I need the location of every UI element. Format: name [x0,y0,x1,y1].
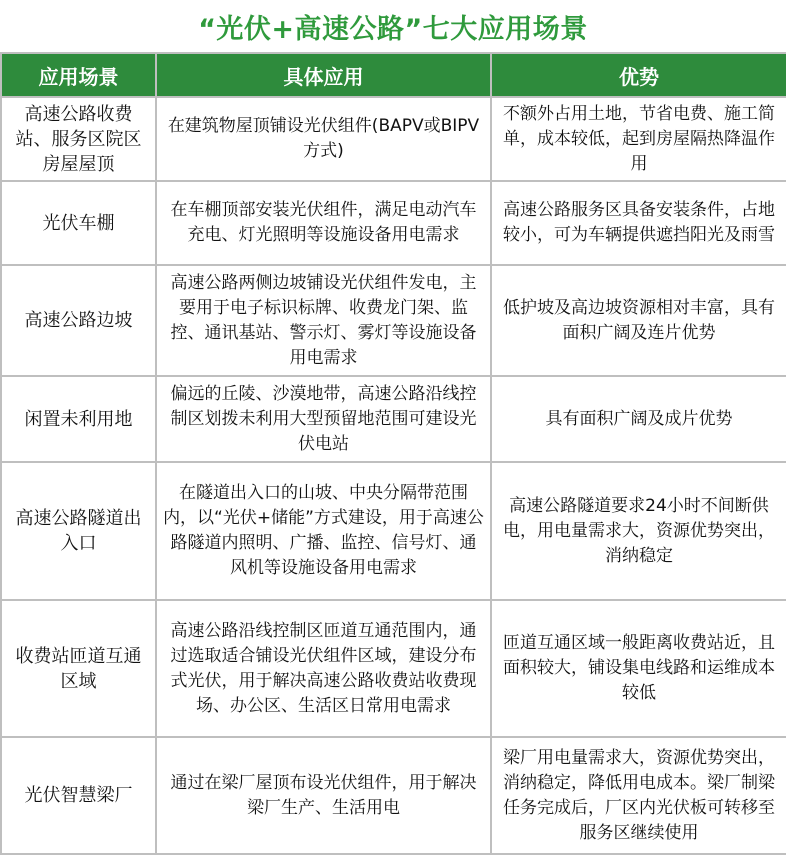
application-cell: 在车棚顶部安装光伏组件，满足电动汽车充电、灯光照明等设施设备用电需求 [156,181,491,265]
scene-cell: 高速公路收费站、服务区院区房屋屋顶 [1,97,156,181]
advantage-cell: 高速公路服务区具备安装条件，占地较小，可为车辆提供遮挡阳光及雨雪 [491,181,786,265]
advantage-cell: 匝道互通区域一般距离收费站近，且面积较大，铺设集电线路和运维成本较低 [491,600,786,737]
advantage-cell: 具有面积广阔及成片优势 [491,376,786,462]
page-title: “光伏+高速公路”七大应用场景 [198,13,588,45]
table-row [1,737,786,854]
scene-cell: 高速公路边坡 [1,265,156,376]
table-row [1,462,786,600]
table-header-row [1,53,786,97]
advantage-cell: 低护坡及高边坡资源相对丰富，具有面积广阔及连片优势 [491,265,786,376]
application-cell: 高速公路两侧边坡铺设光伏组件发电，主要用于电子标识标牌、收费龙门架、监控、通讯基站、警示灯、雾灯等设施设备用电需求 [156,265,491,376]
advantage-cell: 梁厂用电量需求大，资源优势突出，消纳稳定，降低用电成本。梁厂制梁任务完成后，厂区内光伏板可转移至服务区继续使用 [491,737,786,854]
advantage-cell: 高速公路隧道要求24小时不间断供电，用电量需求大，资源优势突出，消纳稳定 [491,462,786,600]
table-row [1,376,786,462]
application-cell: 偏远的丘陵、沙漠地带，高速公路沿线控制区划拨未利用大型预留地范围可建设光伏电站 [156,376,491,462]
scene-cell: 收费站匝道互通区域 [1,600,156,737]
scene-cell: 闲置未利用地 [1,376,156,462]
application-cell: 在隧道出入口的山坡、中央分隔带范围内，以“光伏+储能”方式建设，用于高速公路隧道内照明、广播、监控、信号灯、通风机等设施设备用电需求 [156,462,491,600]
header-advantage: 优势 [491,53,786,97]
scene-cell: 高速公路隧道出入口 [1,462,156,600]
application-cell: 在建筑物屋顶铺设光伏组件(BAPV或BIPV方式) [156,97,491,181]
application-cell: 通过在梁厂屋顶布设光伏组件，用于解决梁厂生产、生活用电 [156,737,491,854]
table-row [1,265,786,376]
header-application: 具体应用 [156,53,491,97]
table-row [1,600,786,737]
table-row [1,181,786,265]
header-scene: 应用场景 [1,53,156,97]
scene-cell: 光伏智慧梁厂 [1,737,156,854]
table-row [1,97,786,181]
advantage-cell: 不额外占用土地，节省电费、施工简单，成本较低，起到房屋隔热降温作用 [491,97,786,181]
application-cell: 高速公路沿线控制区匝道互通范围内，通过选取适合铺设光伏组件区域，建设分布式光伏，用于解决高速公路收费站收费现场、办公区、生活区日常用电需求 [156,600,491,737]
scene-cell: 光伏车棚 [1,181,156,265]
scenario-table [0,52,786,855]
